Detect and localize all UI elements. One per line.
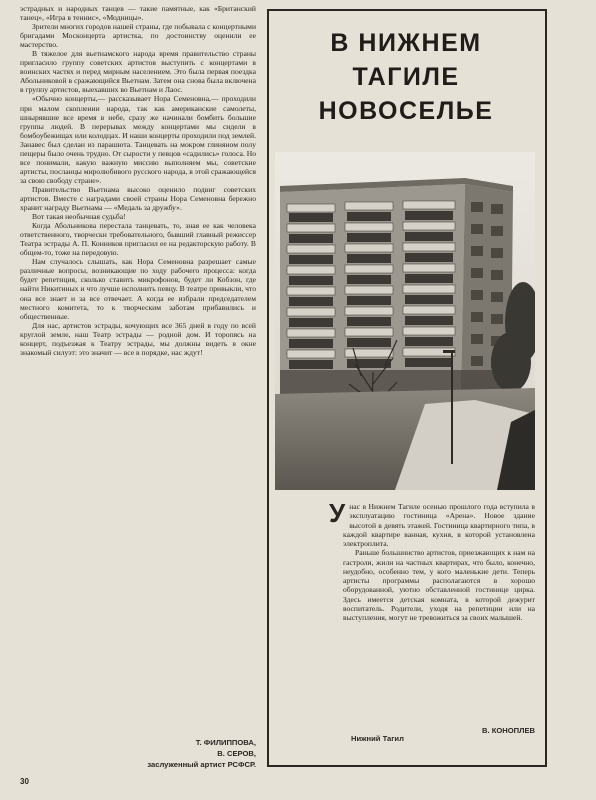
building-photo-illustration bbox=[275, 152, 535, 490]
page-number: 30 bbox=[20, 777, 29, 786]
left-paragraph: эстрадных и народных танцев — такие памятные, как «Британский танец», «Игра в теннис», «Модницы». bbox=[20, 4, 256, 23]
left-paragraph: Нам случалось слышать, как Нора Семеновна разрешает самые различные вопросы, возникающие по ходу рабочего процесса: когда будет репетиция, сколько ставить микрофонов, будет ли Кобзон, где найти Никитиных и что лучше исполнить певцу. В театре привыкли, что она все знает и за все отвечает. А когда ее избрали председателем местного комитета, то к творческим заботам прибавились и общественные. bbox=[20, 257, 256, 321]
article-author: В. КОНОПЛЕВ bbox=[482, 726, 535, 735]
article-body bbox=[329, 498, 535, 622]
signature-line: Т. ФИЛИППОВА, bbox=[195, 738, 256, 747]
left-paragraph: Когда Абольникова перестала танцевать, то, зная ее как человека ответственного, творчески требовательного, бывший главный режиссер Театра эстрады А. П. Конников пригласил ее на редакторскую работу. В общем-то, тоже на передовую. bbox=[20, 221, 256, 258]
article-paragraph: Раньше большинство артистов, приезжающих к нам на гастроли, жили на частных квартирах, что было, конечно, неудобно, особенно тем, у кого маленькие дети. Теперь артисты программы располагаются в хорошо оборудованной, уютно обставленной гостинице цирка. Здесь имеется детская комната, в которой дежурит воспитатель. Родители, уходя на репетиции или на выступления, могут не тревожиться за своих малышей. bbox=[343, 548, 535, 622]
article-place: Нижний Тагил bbox=[351, 734, 404, 743]
signature-line: заслуженный артист РСФСР. bbox=[147, 760, 256, 769]
left-article-signature bbox=[20, 737, 256, 770]
drop-cap: У bbox=[329, 498, 346, 528]
headline-line: В НИЖНЕМ bbox=[330, 29, 482, 57]
hotel-building-photo bbox=[275, 152, 535, 490]
article-first-paragraph: нас в Нижнем Тагиле осенью прошлого года вступила в эксплуатацию гостиница «Арена». Новое здание высотой в девять этажей. Гостиница квартирного типа, в каждой квартире ванная, кухня, в которой установлена электроплита. bbox=[343, 502, 535, 548]
left-article-column bbox=[20, 4, 256, 357]
left-paragraph: В тяжелое для вьетнамского народа время правительство страны пригласило группу советских артистов выступить с концертами в воинских частях и перед мирным населением. Это была первая поездка Абольниковой в сражающийся Вьетнам. Затем она снова была включена в группу артистов, выехавших во Вьетнам и Лаос. bbox=[20, 49, 256, 95]
left-paragraph: Правительство Вьетнама высоко оценило подвиг советских артистов. Вместе с наградами своей страны Нора Семеновна бережно хранит награду Вьетнама — «Медаль за дружбу». bbox=[20, 184, 256, 213]
left-paragraph: Вот такая необычная судьба! bbox=[32, 212, 126, 222]
article-headline bbox=[277, 26, 535, 128]
article-paragraph bbox=[329, 498, 535, 548]
headline-line: ТАГИЛЕ bbox=[352, 63, 460, 91]
left-paragraph: «Обычно концерты,— рассказывает Нора Семеновна,— проходили при малом скоплении народа, так как американские самолеты, шнырявшие все время в небе, сразу же начинали бомбить большие группы людей. В перерывах между концертами мы сидели в бомбоубежищах или колодцах. И наши концерты проходили под землей. Занавес был сделан из парашюта. Танцевать на мокром глиняном полу пещеры было очень трудно. От сырости у певцов «садились» голоса. Но все понимали, какую важную миссию выполняем мы, советские артисты, посланцы миролюбивого русского народа, в этой сражающейся за свою свободу стране». bbox=[20, 94, 256, 185]
headline-line: НОВОСЕЛЬЕ bbox=[318, 97, 494, 125]
left-paragraph: Зрители многих городов нашей страны, где побывала с концертными бригадами Москонцерта артистка, по достоинству оценили ее мастерство. bbox=[20, 22, 257, 50]
left-paragraph: Для нас, артистов эстрады, кочующих все 365 дней в году по всей круглой земле, наш Театр эстрады — родной дом. И торопясь на концерт, подъезжая к Театру эстрады, мы должны видеть в окне знакомый силуэт: это значит — все в порядке, нас ждут! bbox=[20, 320, 256, 357]
signature-line: В. СЕРОВ, bbox=[217, 749, 256, 758]
